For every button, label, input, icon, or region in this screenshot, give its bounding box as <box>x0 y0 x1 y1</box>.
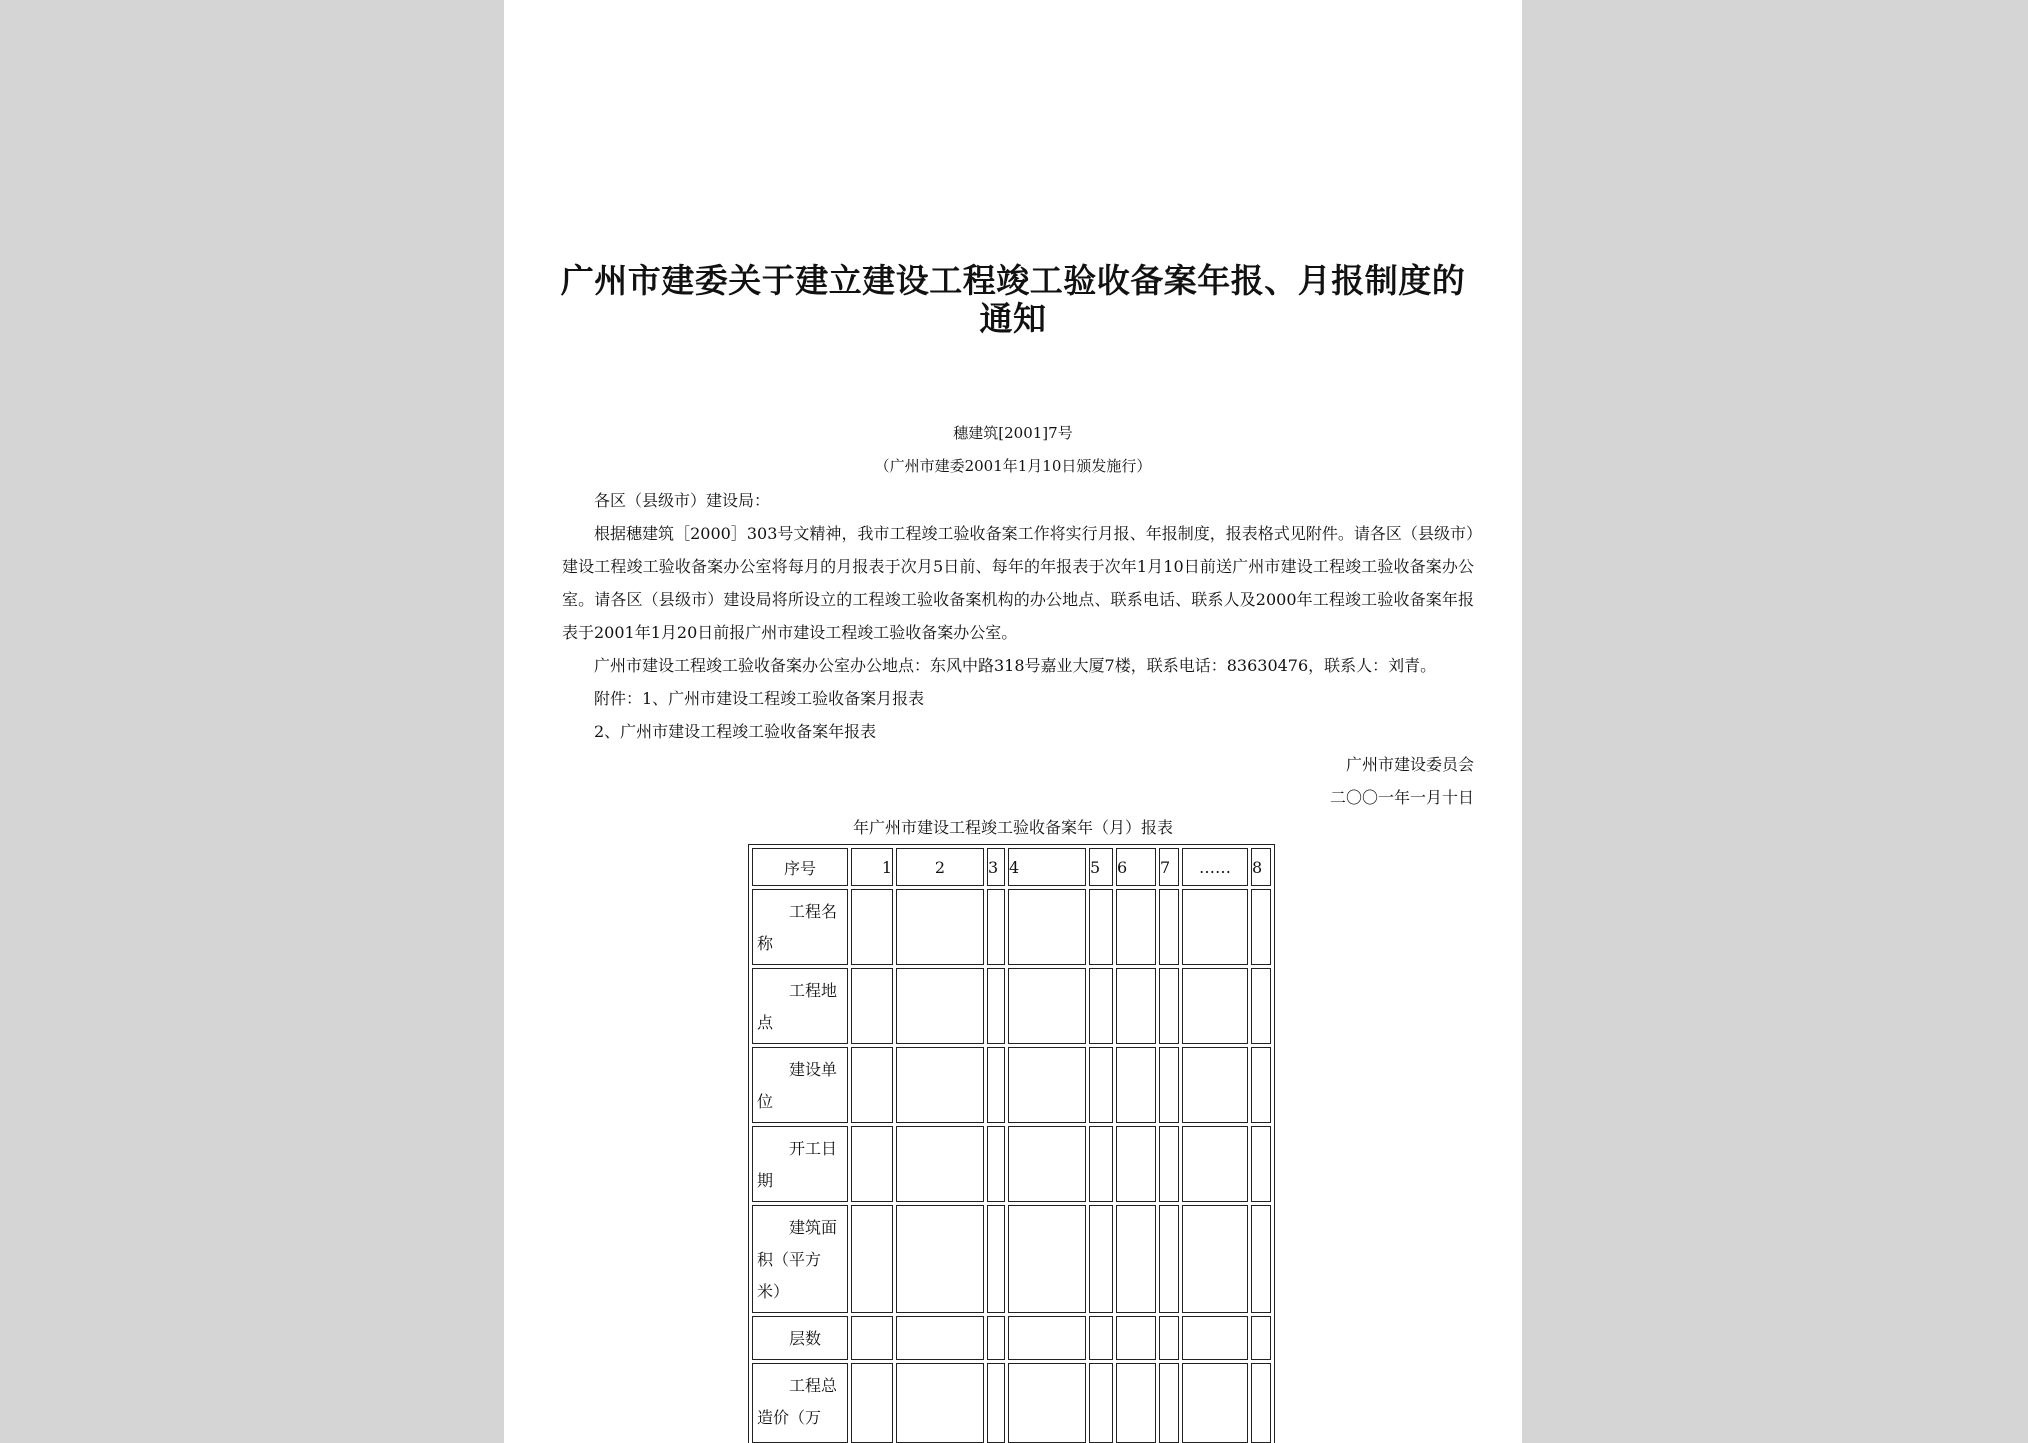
row-label: 工程名 称 <box>752 889 848 965</box>
table-row <box>752 889 1271 965</box>
table-row <box>752 1047 1271 1123</box>
document-title: 广州市建委关于建立建设工程竣工验收备案年报、月报制度的通知 <box>560 261 1466 338</box>
row-label: 开工日 期 <box>752 1126 848 1202</box>
signature-org: 广州市建设委员会 <box>1345 755 1474 774</box>
report-table-title: 年广州市建设工程竣工验收备案年（月）报表 <box>852 818 1173 837</box>
issue-date-note: （广州市建委2001年1月10日颁发施行） <box>874 457 1152 475</box>
header-seq: 序号 <box>752 848 848 886</box>
header-col-6: 6 <box>1116 848 1156 886</box>
paragraph-main: 根据穗建筑［2000］303号文精神，我市工程竣工验收备案工作将实行月报、年报制度，报表格式见附件。请各区（县级市）建设工程竣工验收备案办公室将每月的月报表于次月5日前、每年的年报表于次年1月10日前送广州市建设工程竣工验收备案办公室。请各区（县级市）建设局将所设立的工程竣工验收备案机构的办公地点、联系电话、联系人及2000年工程竣工验收备案年报表于2001年1月20日前报广州市建设工程竣工验收备案办公室。 <box>562 524 1474 642</box>
header-col-7: 7 <box>1159 848 1179 886</box>
document-number: 穗建筑[2001]7号 <box>953 424 1073 442</box>
header-col-1: 1 <box>851 848 893 886</box>
row-label: 建设单 位 <box>752 1047 848 1123</box>
row-label: 层数 <box>752 1316 848 1360</box>
header-col-3: 3 <box>987 848 1005 886</box>
report-table <box>748 844 1275 1443</box>
attachment-2: 2、广州市建设工程竣工验收备案年报表 <box>594 722 877 741</box>
row-label: 工程总 造价（万 <box>752 1363 848 1443</box>
attachment-1: 附件：1、广州市建设工程竣工验收备案月报表 <box>594 689 925 708</box>
signature-date: 二〇〇一年一月十日 <box>1329 788 1474 807</box>
header-col-ellipsis: …… <box>1182 848 1248 886</box>
table-row <box>752 1205 1271 1313</box>
row-label: 工程地 点 <box>752 968 848 1044</box>
header-col-8: 8 <box>1251 848 1271 886</box>
document-body <box>562 484 1474 814</box>
table-row <box>752 1363 1271 1443</box>
document-page <box>504 0 1522 1443</box>
header-col-4: 4 <box>1008 848 1086 886</box>
salutation: 各区（县级市）建设局： <box>594 491 771 510</box>
header-col-5: 5 <box>1089 848 1113 886</box>
row-label: 建筑面 积（平方 米） <box>752 1205 848 1313</box>
paragraph-contact: 广州市建设工程竣工验收备案办公室办公地点：东风中路318号嘉业大厦7楼，联系电话：83630476，联系人：刘青。 <box>594 656 1437 675</box>
table-row <box>752 1126 1271 1202</box>
header-col-2: 2 <box>896 848 984 886</box>
table-row <box>752 1316 1271 1360</box>
table-row <box>752 968 1271 1044</box>
table-header-row <box>752 848 1271 886</box>
